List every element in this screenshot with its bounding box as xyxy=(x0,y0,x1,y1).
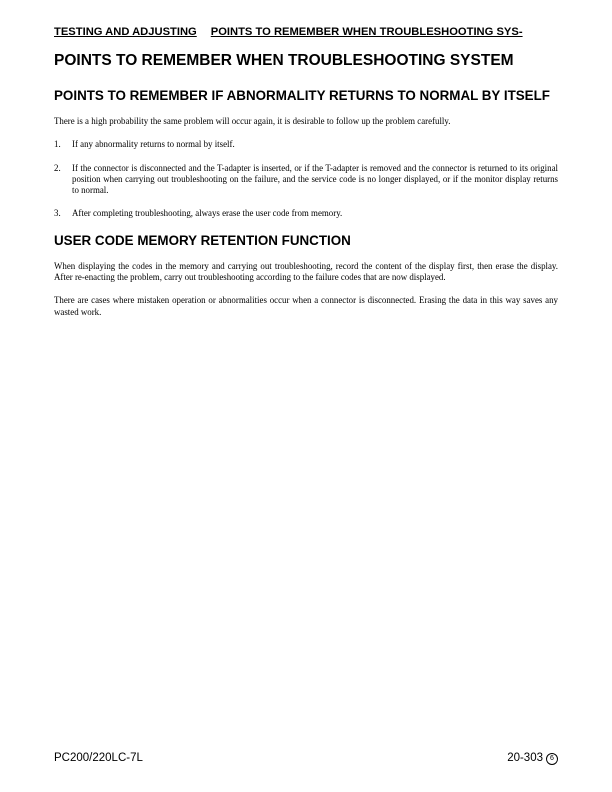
header-section: TESTING AND ADJUSTING xyxy=(54,26,197,38)
section1-list xyxy=(54,139,558,219)
footer-page-info xyxy=(507,752,558,765)
footer-model: PC200/220LC-7L xyxy=(54,752,143,764)
running-header xyxy=(54,25,558,39)
list-item-number: 1. xyxy=(54,139,61,150)
section2-paragraph-1: When displaying the codes in the memory and carrying out troubleshooting, record the content of the display first, then erase the display. After re-enacting the problem, carry out troubleshooting according to the failure codes that are now displayed. xyxy=(54,260,558,283)
list-item xyxy=(54,139,558,150)
list-item-text: After completing troubleshooting, always erase the user code from memory. xyxy=(72,208,343,219)
section1-intro: There is a high probability the same problem will occur again, it is desirable to follow up the problem carefully. xyxy=(54,116,451,126)
list-item-number: 3. xyxy=(54,208,61,219)
list-item-text: If any abnormality returns to normal by itself. xyxy=(72,139,235,150)
footer-page-number: 20-303 xyxy=(507,752,543,764)
list-item-number: 2. xyxy=(54,162,61,173)
section1-heading: POINTS TO REMEMBER IF ABNORMALITY RETURNS TO NORMAL BY ITSELF xyxy=(54,88,550,103)
page-title: POINTS TO REMEMBER WHEN TROUBLESHOOTING SYSTEM xyxy=(54,52,514,69)
list-item-text: If the connector is disconnected and the T-adapter is inserted, or if the T-adapter is removed and the connector is returned to its original position when carrying out troubleshooting on the failure, and the service code is no longer displayed, or if the monitor display returns to normal. xyxy=(72,162,558,196)
list-item xyxy=(54,208,558,219)
section2-paragraph-2: There are cases where mistaken operation or abnormalities occur when a connector is disconnected. Erasing the data in this way saves any wasted work. xyxy=(54,295,558,317)
list-item xyxy=(54,163,558,197)
section2-heading: USER CODE MEMORY RETENTION FUNCTION xyxy=(54,232,351,248)
header-topic: POINTS TO REMEMBER WHEN TROUBLESHOOTING SYS- xyxy=(210,26,523,38)
revision-mark: 6 xyxy=(546,753,558,765)
page-content xyxy=(54,51,558,330)
